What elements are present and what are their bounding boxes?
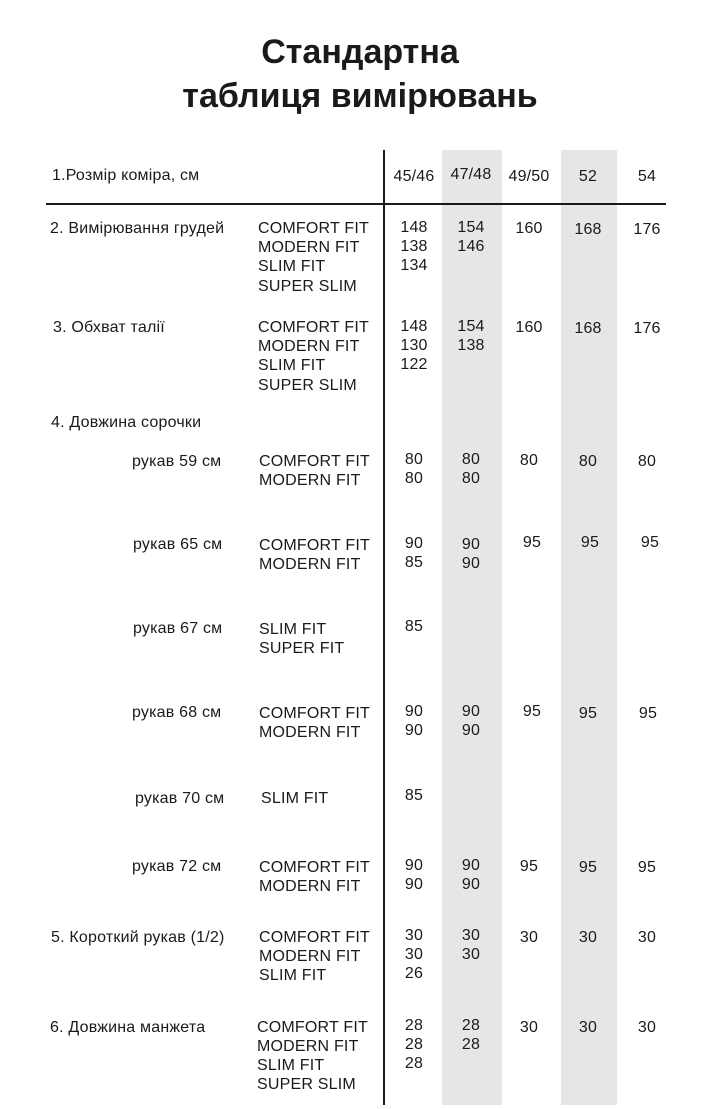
value-cell: 160 [515,319,543,336]
value-cell: 28 [404,1017,424,1034]
value-cell: 30 [404,927,424,944]
value-cell: 160 [515,220,543,237]
fit-label: MODERN FIT [258,239,360,256]
fit-label: COMFORT FIT [259,859,370,876]
fit-label: SLIM FIT [259,967,327,984]
value-cell: 28 [404,1036,424,1053]
value-cell: 130 [400,337,428,354]
value-cell: 90 [461,536,481,553]
fit-label: SUPER FIT [259,640,345,657]
value-cell: 95 [522,703,542,720]
fit-label: COMFORT FIT [259,453,370,470]
section-label-waist: 3. Обхват талії [53,319,165,336]
value-cell: 134 [400,257,428,274]
value-cell: 80 [637,453,657,470]
value-cell: 90 [404,722,424,739]
value-cell: 148 [400,219,428,236]
value-cell: 90 [461,876,481,893]
value-cell: 138 [457,337,485,354]
value-cell: 28 [404,1055,424,1072]
fit-label: COMFORT FIT [259,705,370,722]
size-header-54: 54 [637,168,657,185]
value-cell: 95 [638,705,658,722]
value-cell: 95 [522,534,542,551]
value-cell: 80 [578,453,598,470]
value-cell: 90 [404,535,424,552]
value-cell: 95 [519,858,539,875]
value-cell: 168 [574,320,602,337]
section-label-short-sleeve: 5. Короткий рукав (1/2) [51,929,225,946]
fit-label: MODERN FIT [258,338,360,355]
value-cell: 30 [461,946,481,963]
shaded-column-52 [561,150,617,1105]
value-cell: 28 [461,1017,481,1034]
fit-label: SUPER SLIM [257,1076,356,1093]
sleeve-label-59: рукав 59 см [132,453,222,470]
value-cell: 95 [637,859,657,876]
fit-label: MODERN FIT [257,1038,359,1055]
fit-label: SLIM FIT [261,790,329,807]
fit-label: SLIM FIT [258,357,326,374]
page-title-line-2: таблиця вимірювань [182,77,538,115]
value-cell: 85 [404,618,424,635]
value-cell: 26 [404,965,424,982]
sleeve-label-65: рукав 65 см [133,536,223,553]
value-cell: 30 [637,1019,657,1036]
value-cell: 138 [400,238,428,255]
value-cell: 148 [400,318,428,335]
value-cell: 90 [461,857,481,874]
value-cell: 30 [404,946,424,963]
sleeve-label-72: рукав 72 см [132,858,222,875]
value-cell: 154 [457,219,485,236]
sleeve-label-67: рукав 67 см [133,620,223,637]
fit-label: COMFORT FIT [257,1019,368,1036]
value-cell: 90 [461,722,481,739]
value-cell: 90 [404,703,424,720]
fit-label: MODERN FIT [259,472,361,489]
value-cell: 95 [578,705,598,722]
fit-label: SLIM FIT [259,621,327,638]
collar-size-label: 1.Розмір коміра, см [52,167,200,184]
value-cell: 176 [633,320,661,337]
value-cell: 30 [578,929,598,946]
section-label-chest: 2. Вимірювання грудей [50,220,225,237]
fit-label: COMFORT FIT [258,220,369,237]
value-cell: 30 [578,1019,598,1036]
value-cell: 30 [519,929,539,946]
size-header-45-46: 45/46 [393,168,435,185]
fit-label: COMFORT FIT [258,319,369,336]
value-cell: 90 [404,857,424,874]
size-header-47-48: 47/48 [450,166,492,183]
fit-label: SLIM FIT [258,258,326,275]
value-cell: 85 [404,787,424,804]
sleeve-label-68: рукав 68 см [132,704,222,721]
value-cell: 30 [519,1019,539,1036]
fit-label: SUPER SLIM [258,278,357,295]
fit-label: SUPER SLIM [258,377,357,394]
value-cell: 146 [457,238,485,255]
value-cell: 168 [574,221,602,238]
value-cell: 90 [404,876,424,893]
value-cell: 80 [519,452,539,469]
value-cell: 30 [637,929,657,946]
fit-label: SLIM FIT [257,1057,325,1074]
size-header-49-50: 49/50 [508,168,550,185]
fit-label: MODERN FIT [259,878,361,895]
value-cell: 80 [404,451,424,468]
fit-label: COMFORT FIT [259,537,370,554]
value-cell: 80 [461,470,481,487]
fit-label: COMFORT FIT [259,929,370,946]
value-cell: 80 [404,470,424,487]
value-cell: 30 [461,927,481,944]
fit-label: MODERN FIT [259,556,361,573]
value-cell: 85 [404,554,424,571]
page-title-line-1: Стандартна [261,33,459,71]
value-cell: 90 [461,555,481,572]
value-cell: 80 [461,451,481,468]
section-label-cuff-length: 6. Довжина манжета [50,1019,206,1036]
value-cell: 122 [400,356,428,373]
value-cell: 28 [461,1036,481,1053]
header-divider [46,203,666,205]
value-cell: 95 [578,859,598,876]
size-header-52: 52 [578,168,598,185]
value-cell: 95 [580,534,600,551]
value-cell: 95 [640,534,660,551]
value-cell: 154 [457,318,485,335]
value-cell: 176 [633,221,661,238]
fit-label: MODERN FIT [259,724,361,741]
sleeve-label-70: рукав 70 см [135,790,225,807]
section-label-shirt-length: 4. Довжина сорочки [51,414,202,431]
value-cell: 90 [461,703,481,720]
fit-label: MODERN FIT [259,948,361,965]
